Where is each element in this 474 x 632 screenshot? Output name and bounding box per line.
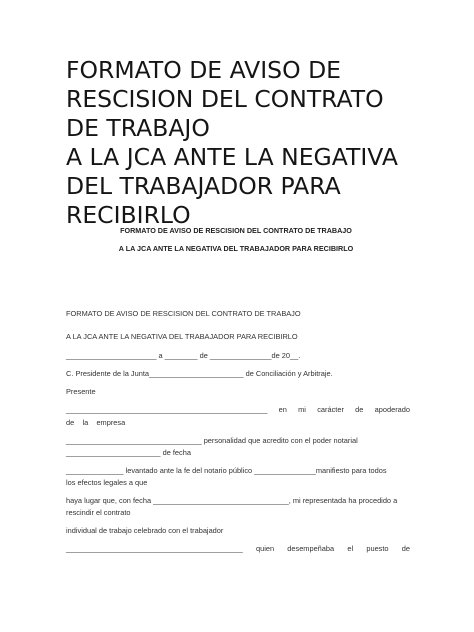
word: en [278,405,287,414]
word: de [355,405,364,414]
title-line: RECIBIRLO [66,201,191,229]
word: quien [255,544,275,553]
word: apoderado [374,405,410,414]
word: puesto [366,544,389,553]
word: de [66,418,75,427]
paragraph-line: los efectos legales a que [66,478,148,487]
word: el [347,544,354,553]
presente-line: Presente [66,387,96,396]
title-line: RESCISION DEL CONTRATO [66,85,384,113]
word: la [82,418,89,427]
date-line: ______________________ a ________ de _______________de 20__. [66,351,301,360]
subtitle-2: A LA JCA ANTE LA NEGATIVA DEL TRABAJADOR PARA RECIBIRLO [118,244,354,253]
blank-field: ___________________________________________ [66,544,243,553]
body-heading-1: FORMATO DE AVISO DE RESCISION DEL CONTRATO DE TRABAJO [66,309,301,318]
title-line: DEL TRABAJADOR PARA [66,172,341,200]
subtitle-1: FORMATO DE AVISO DE RESCISION DEL CONTRATO DE TRABAJO [120,226,352,235]
paragraph-line [66,418,410,427]
word: de [401,544,410,553]
title-line: FORMATO DE AVISO DE [66,56,342,84]
paragraph-line: _________________________________ personalidad que acredito con el poder notarial [66,436,358,445]
paragraph-line: rescindir el contrato [66,508,131,517]
title-line: A LA JCA ANTE LA NEGATIVA [66,143,398,171]
addressee-line: C. Presidente de la Junta_______________________ de Conciliación y Arbitraje. [66,369,333,378]
document-title [66,56,466,230]
body-heading-2: A LA JCA ANTE LA NEGATIVA DEL TRABAJADOR PARA RECIBIRLO [66,332,298,341]
paragraph-line: individual de trabajo celebrado con el trabajador [66,526,224,535]
paragraph-line: haya lugar que, con fecha _________________________________, mi representada ha procedido a [66,496,398,505]
paragraph-line: ______________ levantado ante la fe del notario público _______________manifiesto para todos [66,466,387,475]
word: empresa [96,418,126,427]
word: desempeñaba [287,544,335,553]
word: carácter [317,405,344,414]
title-line: DE TRABAJO [66,114,210,142]
word: mi [298,405,306,414]
blank-field: _________________________________________________ [66,405,268,414]
paragraph-line [66,544,410,553]
paragraph-line [66,405,410,414]
paragraph-line: _______________________ de fecha [66,448,191,457]
